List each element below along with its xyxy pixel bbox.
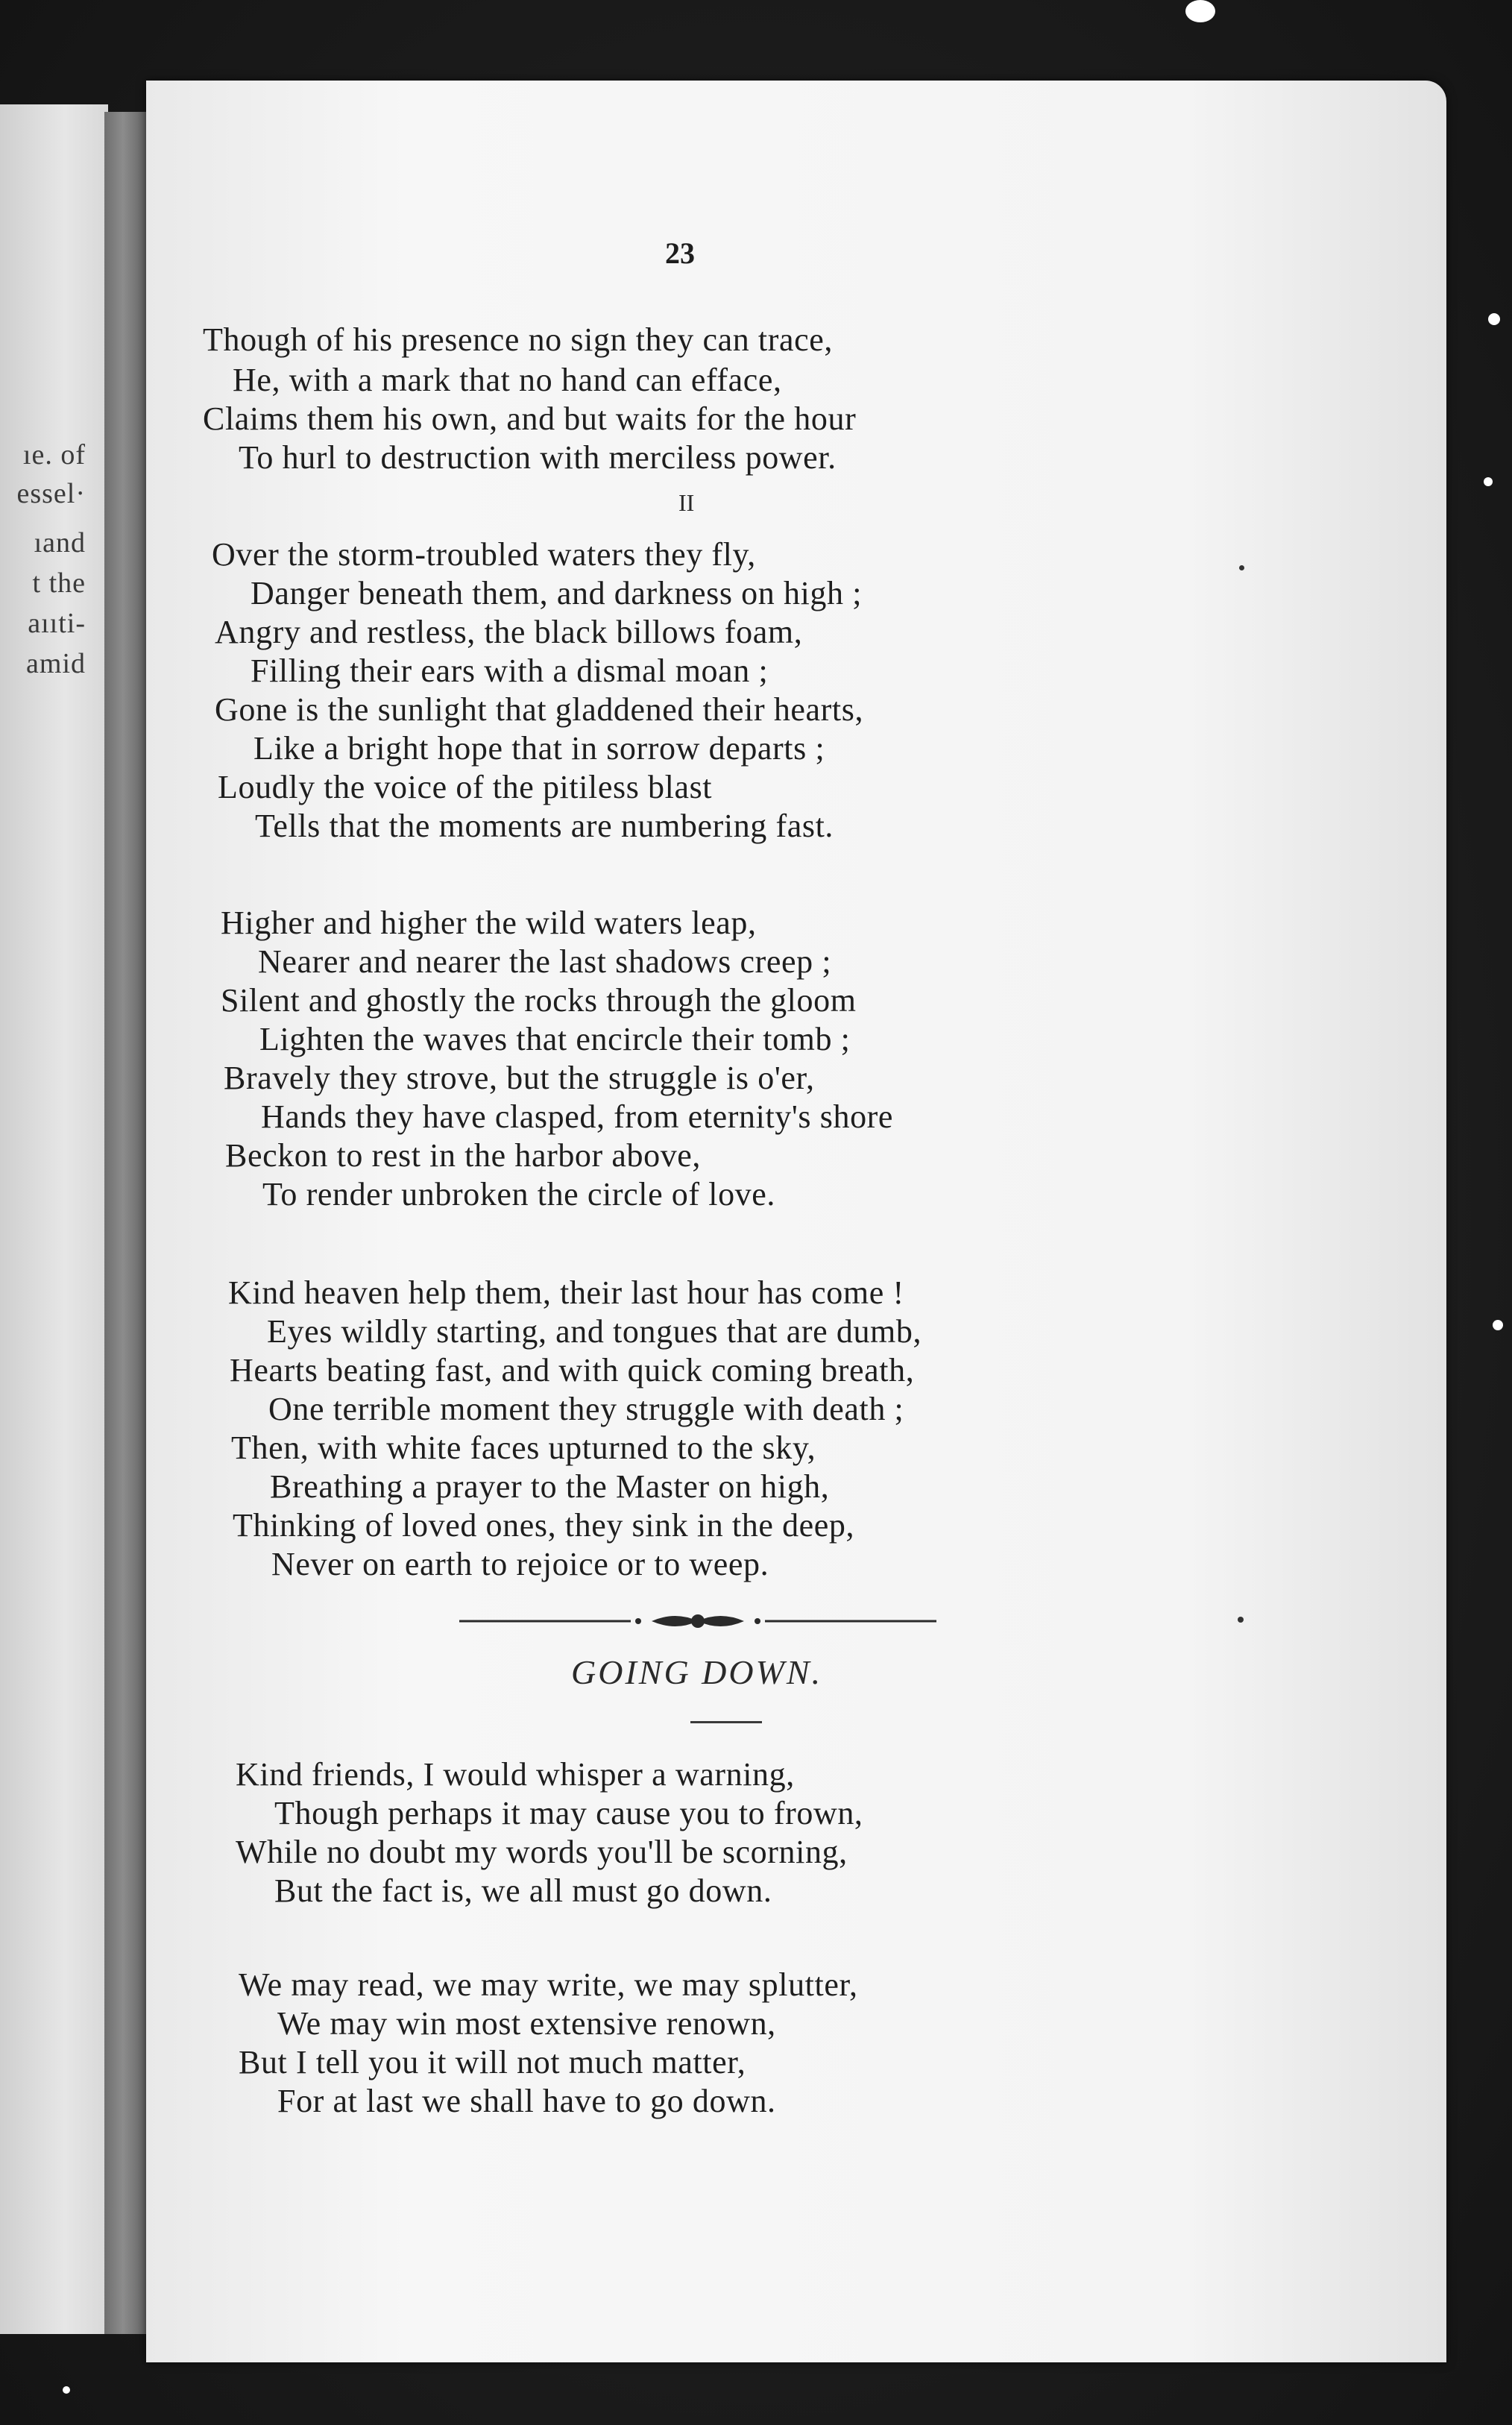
film-speck	[1185, 0, 1215, 22]
facing-page-fragment: ıe. of	[22, 439, 86, 471]
poem-line: Bravely they strove, but the struggle is o'er,	[224, 1060, 815, 1096]
poem-line: Claims them his own, and but waits for the hour	[203, 400, 857, 437]
poem-line: While no doubt my words you'll be scorning,	[236, 1834, 848, 1870]
poem-line: Over the storm-troubled waters they fly,	[212, 536, 756, 573]
poem-line: Thinking of loved ones, they sink in the deep,	[233, 1507, 855, 1544]
facing-page-fragment: ıand	[34, 527, 86, 559]
poem-line: Eyes wildly starting, and tongues that are dumb,	[267, 1313, 922, 1350]
poem-line: Kind heaven help them, their last hour has come !	[228, 1274, 904, 1311]
ornamental-divider	[459, 1606, 936, 1636]
poem-line: Though of his presence no sign they can trace,	[203, 321, 833, 358]
poem-line: Kind friends, I would whisper a warning,	[236, 1756, 795, 1793]
facing-page-fragment: essel·	[16, 478, 86, 509]
poem-line: Beckon to rest in the harbor above,	[225, 1137, 702, 1174]
poem-line: Danger beneath them, and darkness on high ;	[251, 575, 863, 611]
book-page	[146, 81, 1446, 2362]
ink-speck	[1239, 565, 1244, 570]
facing-page	[0, 104, 108, 2334]
poem-line: To render unbroken the circle of love.	[262, 1176, 775, 1212]
facing-page-fragment: t the	[32, 567, 86, 599]
title-underline	[690, 1721, 762, 1723]
poem-line: Loudly the voice of the pitiless blast	[218, 769, 713, 805]
poem-line: For at last we shall have to go down.	[277, 2083, 776, 2119]
facing-page-fragment: aııti-	[28, 608, 86, 639]
poem-line: Never on earth to rejoice or to weep.	[271, 1546, 769, 1582]
poem-line: Like a bright hope that in sorrow departs ;	[253, 730, 825, 767]
poem-line: Tells that the moments are numbering fast.	[255, 808, 834, 844]
poem-line: But the fact is, we all must go down.	[274, 1872, 772, 1909]
facing-page-fragment: amid	[26, 648, 86, 679]
film-speck	[1493, 1320, 1503, 1330]
poem-line: Hands they have clasped, from eternity's shore	[261, 1098, 894, 1135]
page-number: 23	[665, 236, 695, 270]
section-numeral: II	[678, 489, 695, 516]
poem-line: Filling their ears with a dismal moan ;	[251, 652, 769, 689]
film-speck	[1484, 477, 1493, 486]
poem-line: Angry and restless, the black billows foam,	[215, 614, 803, 650]
poem-line: To hurl to destruction with merciless power.	[239, 439, 837, 476]
poem-line: We may read, we may write, we may splutter,	[239, 1966, 858, 2003]
poem-line: Then, with white faces upturned to the sky,	[231, 1429, 816, 1466]
poem-line: Nearer and nearer the last shadows creep ;	[258, 943, 832, 980]
ink-speck	[1238, 1617, 1244, 1623]
poem-line: He, with a mark that no hand can efface,	[233, 362, 782, 398]
poem-line: One terrible moment they struggle with death ;	[268, 1391, 904, 1427]
poem-line: Lighten the waves that encircle their tomb ;	[259, 1021, 851, 1057]
poem-line: Silent and ghostly the rocks through the gloom	[221, 982, 857, 1019]
poem-line: But I tell you it will not much matter,	[239, 2044, 746, 2080]
film-speck	[63, 2386, 70, 2394]
poem-line: Gone is the sunlight that gladdened their hearts,	[215, 691, 864, 728]
book-gutter	[104, 112, 151, 2334]
poem-line: We may win most extensive renown,	[277, 2005, 776, 2042]
poem-line: Hearts beating fast, and with quick coming breath,	[230, 1352, 915, 1388]
poem-line: Higher and higher the wild waters leap,	[221, 905, 757, 941]
film-speck	[1488, 313, 1500, 325]
poem-line: Breathing a prayer to the Master on high,	[270, 1468, 830, 1505]
poem-line: Though perhaps it may cause you to frown,	[274, 1795, 863, 1831]
poem-title: GOING DOWN.	[571, 1653, 823, 1691]
